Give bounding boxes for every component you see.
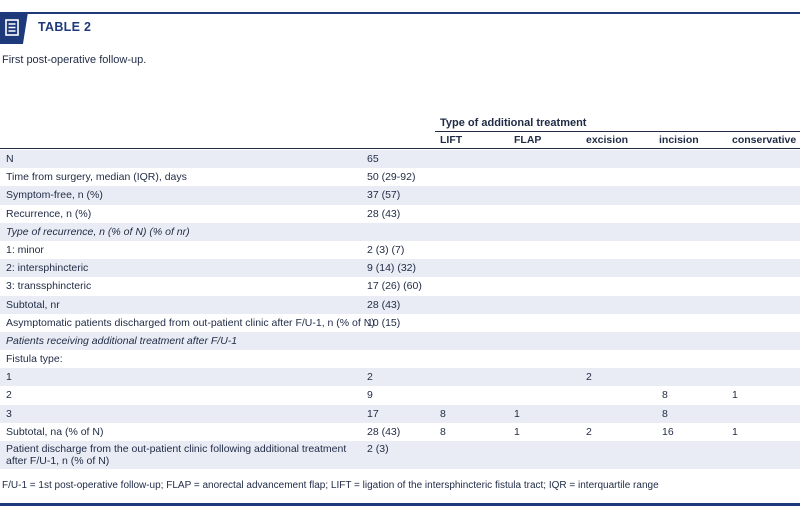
table-row: [0, 168, 800, 186]
row-value: 50 (29-92): [367, 171, 416, 184]
incision-value: 8: [662, 407, 668, 420]
row-label: N: [6, 153, 14, 165]
row-value: 2: [367, 371, 373, 384]
incision-value: 8: [662, 389, 668, 402]
lift-value: 8: [440, 407, 446, 420]
row-value: 10 (15): [367, 316, 401, 329]
column-header-excision: excision: [586, 134, 629, 146]
row-label: Type of recurrence, n (% of N) (% of nr): [6, 225, 190, 238]
row-value: 65: [367, 153, 379, 165]
conservative-value: 1: [732, 389, 738, 402]
column-header-conservative: conservative: [732, 134, 797, 146]
row-label: Subtotal, nr: [6, 298, 60, 311]
column-header-lift: LIFT: [440, 134, 463, 146]
row-value: 28 (43): [367, 298, 401, 311]
table-footnote: F/U-1 = 1st post-operative follow-up; FLAP = anorectal advancement flap; LIFT = ligation of the intersphincteric fistula tract; IQR = interquartile range: [2, 480, 659, 491]
row-label: 2: [6, 389, 12, 402]
row-value: 9: [367, 389, 373, 402]
conservative-value: 1: [732, 425, 738, 438]
flap-value: 1: [514, 425, 520, 438]
row-value: 2 (3) (7): [367, 243, 405, 256]
row-label: Fistula type:: [6, 353, 63, 366]
row-label: 3: [6, 407, 12, 420]
excision-value: 2: [586, 371, 592, 384]
row-label: Time from surgery, median (IQR), days: [6, 171, 187, 184]
header-rule: [0, 12, 800, 14]
table-row: [0, 186, 800, 204]
row-value: 2 (3): [367, 443, 389, 455]
column-header-incision: incision: [659, 134, 699, 146]
table-row: [0, 296, 800, 314]
table-row: [0, 386, 800, 404]
group-header: Type of additional treatment: [440, 117, 587, 129]
row-value: 28 (43): [367, 425, 401, 438]
document-icon: [5, 19, 19, 36]
table-row: [0, 332, 800, 350]
table-row: [0, 150, 800, 168]
table-row: [0, 314, 800, 332]
table-row: [0, 441, 800, 469]
table-row: [0, 350, 800, 368]
column-header-flap: FLAP: [514, 134, 542, 146]
row-label: 1: [6, 371, 12, 384]
row-value: 17 (26) (60): [367, 280, 422, 293]
table-title: TABLE 2: [38, 20, 92, 34]
row-value: 28 (43): [367, 207, 401, 220]
row-label: Recurrence, n (%): [6, 207, 92, 220]
row-label: 3: transsphincteric: [6, 280, 92, 293]
lift-value: 8: [440, 425, 446, 438]
row-label: Subtotal, na (% of N): [6, 425, 104, 438]
row-label: Patient discharge from the out-patient clinic following additional treatment after F/U-1, n (% of N): [6, 443, 347, 467]
row-label: 2: intersphincteric: [6, 262, 89, 275]
incision-value: 16: [662, 425, 674, 438]
table-row: [0, 259, 800, 277]
table-row: [0, 205, 800, 223]
row-value: 9 (14) (32): [367, 262, 417, 275]
row-value: 17: [367, 407, 379, 420]
row-label: Patients receiving additional treatment after F/U-1: [6, 334, 238, 347]
table-row: [0, 277, 800, 295]
row-label: Asymptomatic patients discharged from out-patient clinic after F/U-1, n (% of N): [6, 316, 375, 329]
row-value: 37 (57): [367, 189, 401, 202]
table-row: [0, 405, 800, 423]
bottom-rule: [0, 503, 800, 506]
table-row: [0, 223, 800, 241]
table-badge: [0, 12, 28, 44]
table-caption: First post-operative follow-up.: [2, 54, 147, 66]
row-label: 1: minor: [6, 243, 44, 256]
flap-value: 1: [514, 407, 520, 420]
table-row: [0, 241, 800, 259]
table-body: [0, 150, 800, 469]
group-rule: [435, 131, 800, 132]
table-row: [0, 423, 800, 441]
table-header: [0, 12, 800, 44]
excision-value: 2: [586, 425, 592, 438]
row-label: Symptom-free, n (%): [6, 189, 103, 202]
header-bottom-rule: [0, 148, 800, 149]
table-row: [0, 368, 800, 386]
